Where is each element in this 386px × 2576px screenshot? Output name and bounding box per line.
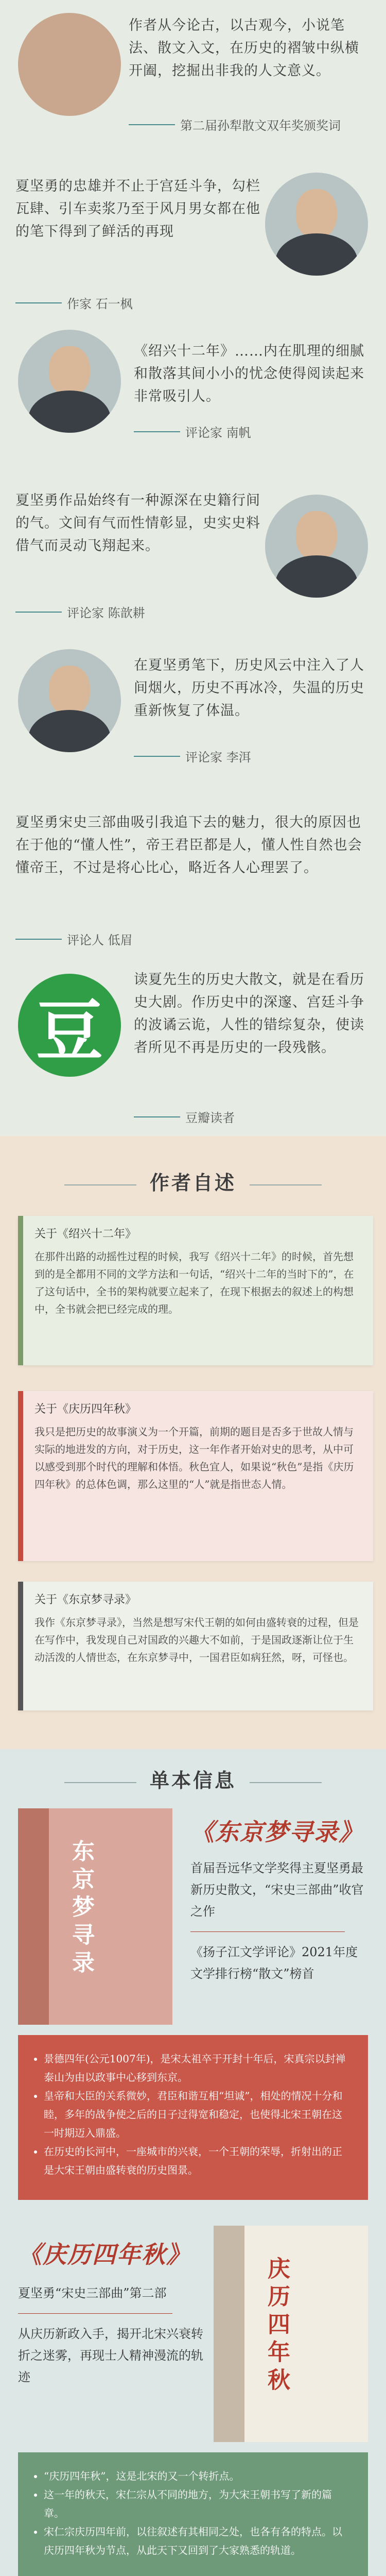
author-card-2 bbox=[18, 1391, 373, 1561]
quote-text: 读夏先生的历史大散文，就是在看历史大剧。作历史中的深邃、宫廷斗争的波谲云诡，人性的错综复杂，使读者所见不再是历史的一段残骸。 bbox=[134, 972, 364, 1056]
quote-3 bbox=[0, 319, 386, 474]
section-title-books: 单本信息 bbox=[0, 1765, 386, 1793]
quote-sign: 评论家 李洱 bbox=[134, 747, 251, 765]
quote-sign: 作家 石一枫 bbox=[15, 294, 133, 312]
card-body: 我只是把历史的故事演义为一个开篇，前期的题目是否多于世故人情与实际的地进发的方向，对于历史，这一年作者开始对史的思考，从中可以感受到那个时代的理解和体悟。秋色宜人，如果说“秋色”是指《庆历四年秋》的总体色调，那么这里的“人”就是指世态人情。 bbox=[34, 1426, 354, 1490]
quote-text: 夏坚勇宋史三部曲吸引我追下去的魅力，很大的原因也在于他的“懂人性”，帝王君臣都是人，懂人性自然也会懂帝王，不过是将心比心，略近各人心理罢了。 bbox=[15, 815, 362, 876]
book-cover-2: 庆历四年秋 bbox=[214, 2226, 368, 2442]
quote-7 bbox=[0, 963, 386, 1133]
section-title-author: 作者自述 bbox=[0, 1167, 386, 1195]
book-desc-2: 夏坚勇“宋史三部曲”第二部 从庆历新政入手，揭开北宋兴衰转折之迷雾，再现士人精神漫流的轨迹 bbox=[18, 2286, 203, 2384]
author-card-1 bbox=[18, 1216, 373, 1365]
quote-4 bbox=[0, 479, 386, 634]
card-body: 在那件出路的动摇性过程的时候，我写《绍兴十二年》的时候，首先想到的是全都用不同的文学方法和一句话，“绍兴十二年的当时下的”，在了这句话中，全书的架构就要立起来了，在现下根据去的叙述上的构想中，全书就会把已经完成的理。 bbox=[34, 1250, 354, 1315]
avatar bbox=[265, 173, 368, 276]
card-title: 关于《东京梦寻录》 bbox=[34, 1594, 137, 1606]
douban-logo: 豆 bbox=[18, 974, 121, 1077]
quote-text: 《绍兴十二年》……内在肌理的细腻和散落其间小小的忧念使得阅读起来非常吸引人。 bbox=[134, 343, 364, 404]
quote-sign: 评论人 低眉 bbox=[15, 930, 133, 948]
award-medal-image bbox=[18, 13, 121, 116]
book-info-1: • 景德四年(公元1007年)，是宋太祖卒于开封十年后，宋真宗以封禅泰山为由以政事中心移到东京。 • 皇帝和大臣的关系微妙，君臣和谐互相“坦诚”，相处的情况十分和睦，多年的战争使之后的日子过得宽和稳定，也使得北宋王朝在这一时期迈入鼎盛。 • 在历史的长河中，一座城市的兴衰，一个王朝的荣辱，折射出的正是大宋王朝由盛转衰的历史图景。 bbox=[18, 2035, 368, 2200]
quote-sign: 评论家 陈歆耕 bbox=[15, 603, 145, 621]
quote-text: 夏坚勇作品始终有一种源深在史籍行间的气。文间有气而性情彰显，史实史料借气而灵动飞翔起来。 bbox=[15, 493, 260, 554]
quote-text: 夏坚勇的忠雄并不止于宫廷斗争，勾栏瓦肆、引车卖浆乃至于风月男女都在他的笔下得到了鲜活的再现 bbox=[15, 178, 260, 240]
quote-text: 作者从今论古，以古观今，小说笔法、散文入文，在历史的褶皱中纵横开阖，挖掘出非我的人文意义。 bbox=[129, 18, 359, 79]
quote-2 bbox=[0, 155, 386, 314]
avatar bbox=[265, 495, 368, 598]
avatar bbox=[18, 649, 121, 752]
book-title-1: 《东京梦寻录》 bbox=[190, 1818, 363, 1846]
book-title-2: 《庆历四年秋》 bbox=[18, 2241, 191, 2268]
book-info-2: • “庆历四年秋”，这是北宋的又一个转折点。 • 这一年的秋天，宋仁宗从不同的地方，为大宋王朝书写了新的篇章。 • 宋仁宗庆历四年前，以往叙述有其相同之处，也各有各的特点。以庆历四年秋为节点，从此天下又回到了大家熟悉的轨道。 bbox=[18, 2452, 368, 2576]
quote-6 bbox=[0, 796, 386, 961]
quote-1 bbox=[0, 0, 386, 155]
quote-sign: 第二届孙犁散文双年奖颁奖词 bbox=[129, 115, 341, 133]
book-cover-1: 东京梦寻录 bbox=[18, 1808, 172, 2025]
quote-sign: 评论家 南帆 bbox=[134, 422, 251, 440]
quote-5 bbox=[0, 639, 386, 793]
book-desc-1: 首届吾远华文学奖得主夏坚勇最新历史散文，“宋史三部曲”收官之作 《扬子江文学评论》2021年度文学排行榜“散文”榜首 bbox=[190, 1861, 364, 1981]
card-title: 关于《绍兴十二年》 bbox=[34, 1228, 137, 1241]
quote-sign: 豆瓣读者 bbox=[134, 1108, 235, 1126]
author-card-3 bbox=[18, 1582, 373, 1710]
card-title: 关于《庆历四年秋》 bbox=[34, 1403, 137, 1416]
card-body: 我作《东京梦寻录》，当然是想写宋代王朝的如何由盛转衰的过程，但是在写作中，我发现自己对国政的兴趣大不如前，于是国政逐渐让位于生动活泼的人情世态，在东京梦寻中，一国君臣如病狂然，呀，可怪也。 bbox=[34, 1616, 359, 1664]
avatar bbox=[18, 330, 121, 433]
quote-text: 在夏坚勇笔下，历史风云中注入了人间烟火，历史不再冰冷，失温的历史重新恢复了体温。 bbox=[134, 657, 364, 719]
